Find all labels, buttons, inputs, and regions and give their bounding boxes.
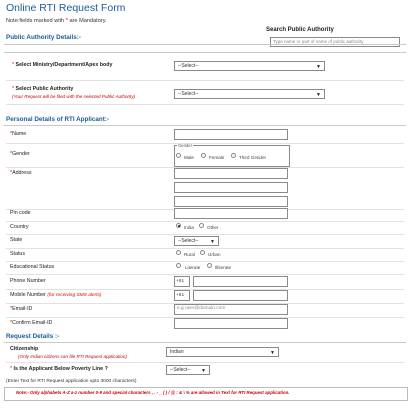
country-label: Country bbox=[10, 224, 29, 230]
caret-down-icon: ▼ bbox=[270, 350, 275, 356]
pincode-input[interactable] bbox=[174, 208, 288, 219]
authority-select[interactable]: --Select-- ▼ bbox=[174, 89, 325, 99]
search-label: Search Public Authority bbox=[266, 27, 334, 33]
citizenship-note: (Only Indian citizens can file RTI Request application) bbox=[18, 354, 127, 359]
public-authority-heading: Public Authority Details:- bbox=[6, 34, 81, 41]
caret-down-icon: ▼ bbox=[201, 368, 206, 374]
country-other-label: Other bbox=[207, 225, 219, 230]
caret-down-icon: ▼ bbox=[316, 64, 321, 70]
edu-illiterate-radio[interactable] bbox=[207, 263, 212, 268]
caret-down-icon: ▼ bbox=[316, 92, 321, 98]
state-label: State bbox=[10, 237, 23, 243]
caret-down-icon: ▼ bbox=[210, 239, 215, 245]
address-line1-input[interactable] bbox=[174, 168, 288, 179]
country-other-radio[interactable] bbox=[199, 223, 204, 228]
authority-note: (Your Request will be filed with the selected Public Authority) bbox=[12, 94, 136, 99]
ministry-label: * Select Ministry/Department/Apex body bbox=[12, 62, 113, 68]
email-label: *Email-ID bbox=[10, 306, 33, 312]
status-rural-radio[interactable] bbox=[176, 250, 181, 255]
email-input[interactable] bbox=[174, 304, 288, 315]
gender-third-label: Third Gender bbox=[239, 155, 267, 160]
search-authority-input[interactable] bbox=[270, 37, 400, 47]
phone-code-input[interactable]: +91 bbox=[174, 276, 190, 287]
gender-male-radio[interactable] bbox=[176, 153, 181, 158]
page-title: Online RTI Request Form bbox=[6, 2, 126, 14]
edu-illiterate-label: Illiterate bbox=[215, 265, 232, 270]
citizenship-select[interactable]: Indian ▼ bbox=[166, 347, 279, 357]
mobile-input[interactable] bbox=[193, 290, 288, 301]
gender-label: *Gender bbox=[10, 151, 30, 157]
authority-label: * Select Public Authority bbox=[12, 86, 74, 92]
bpl-select[interactable]: --Select-- ▼ bbox=[166, 365, 210, 375]
confirm-email-label: *Confirm Email-ID bbox=[10, 320, 53, 326]
text-limit-note: (Enter Text for RTI Request application upto 3000 characters) bbox=[6, 379, 137, 384]
gender-female-label: Female bbox=[209, 155, 225, 160]
status-urban-label: Urban bbox=[208, 252, 221, 257]
address-label: *Address bbox=[10, 170, 32, 176]
gender-female-radio[interactable] bbox=[201, 153, 206, 158]
edu-literate-radio[interactable] bbox=[176, 263, 181, 268]
citizenship-label: Citizenship bbox=[10, 346, 39, 352]
name-input[interactable] bbox=[174, 129, 288, 140]
ministry-select[interactable]: --Select-- ▼ bbox=[174, 61, 325, 71]
country-india-radio[interactable] bbox=[176, 223, 181, 228]
address-line3-input[interactable] bbox=[174, 196, 288, 207]
address-line2-input[interactable] bbox=[174, 182, 288, 193]
status-urban-radio[interactable] bbox=[200, 250, 205, 255]
name-label: *Name bbox=[10, 131, 27, 137]
edu-literate-label: Literate bbox=[185, 265, 201, 270]
phone-input[interactable] bbox=[193, 276, 288, 287]
status-rural-label: Rural bbox=[184, 252, 195, 257]
pincode-label: Pin code bbox=[10, 210, 31, 216]
gender-third-radio[interactable] bbox=[231, 153, 236, 158]
mobile-code-input[interactable]: +91 bbox=[174, 290, 190, 301]
gender-male-label: Male bbox=[184, 155, 194, 160]
gender-legend: Gender bbox=[178, 143, 192, 148]
bpl-label: * Is the Applicant Below Poverty Line ? bbox=[10, 366, 108, 372]
allowed-chars-note: Note:- Only alphabets A-Z a-z number 0-9 and special characters , . - _ ( ) / @ : & \ % are allowed in Text for RTI Request application. bbox=[16, 390, 290, 395]
edu-label: Educational Status bbox=[10, 264, 55, 270]
state-select[interactable]: --Select-- ▼ bbox=[174, 236, 219, 246]
country-india-label: India bbox=[184, 225, 194, 230]
confirm-email-input[interactable] bbox=[174, 318, 288, 329]
phone-label: Phone Number bbox=[10, 278, 46, 284]
search-placeholder: Type name or part of name of public authority bbox=[273, 39, 364, 44]
applicant-heading: Personal Details of RTI Applicant:- bbox=[6, 116, 109, 123]
email-placeholder: e.g user@domain.com bbox=[177, 306, 226, 311]
mobile-label: Mobile Number (for receiving SMS alerts) bbox=[10, 292, 102, 298]
status-label: Status bbox=[10, 251, 26, 257]
mandatory-note: Note:fields marked with * are Mandatory. bbox=[6, 18, 107, 24]
request-heading: Request Details :- bbox=[6, 333, 60, 340]
